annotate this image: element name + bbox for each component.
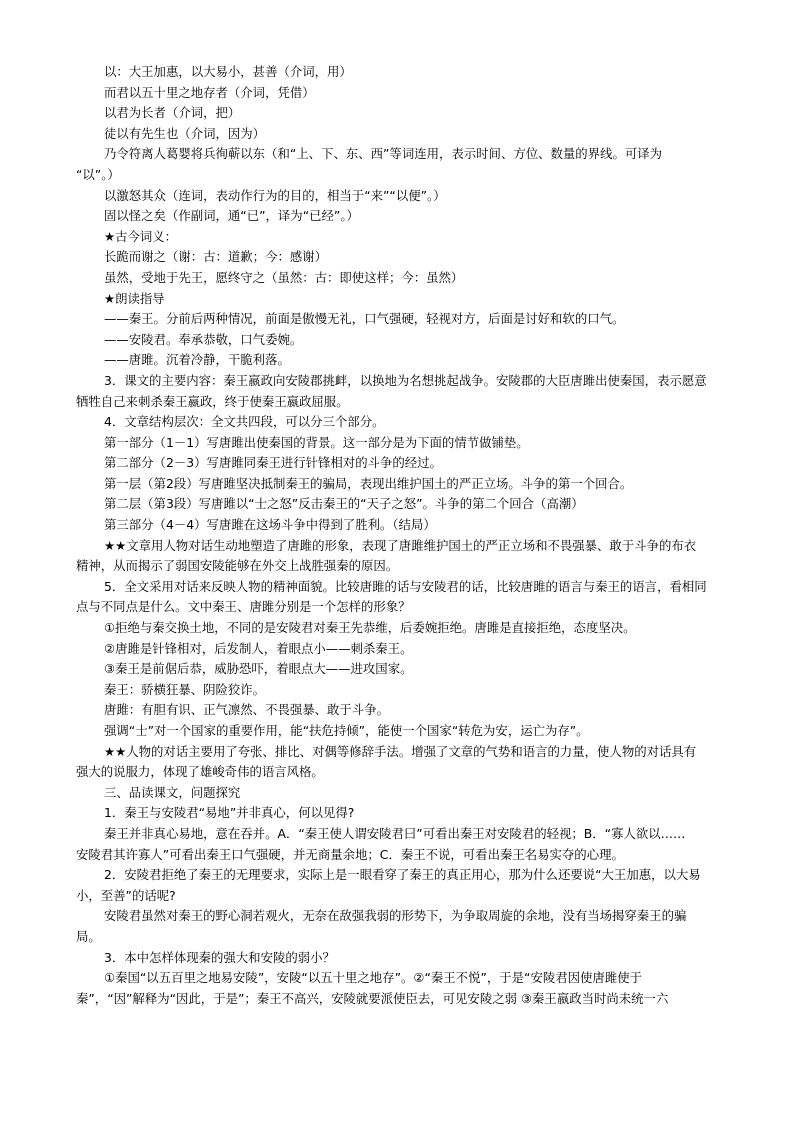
text-line: ★古今词义：	[104, 228, 178, 244]
text-line: 秦”，“因”解释为“因此，于是”；秦王不高兴，安陵就要派使臣去，可见安陵之弱 ③秦王嬴政当时尚未统一六	[76, 990, 669, 1006]
text-line: 以激怒其众（连词，表动作行为的目的，相当于“来”“以便”。）	[104, 187, 446, 203]
text-line: 以：大王加惠，以大易小，甚善（介词，用）	[104, 64, 352, 79]
text-line: 1．秦王与安陵君“易地”并非真心，何以见得?	[104, 805, 355, 821]
text-line: 秦王并非真心易地，意在吞并。A．“秦王使人谓安陵君曰”可看出秦王对安陵君的轻视；B．“寡人欲以……	[104, 825, 686, 841]
text-line: 强调“士”对一个国家的重要作用，能“扶危持倾”，能使一个国家“转危为安，运亡为存”。	[104, 723, 589, 738]
text-line: ①拒绝与秦交换土地，不同的是安陵君对秦王先恭维，后委婉拒绝。唐雎是直接拒绝，态度坚决。	[104, 620, 636, 636]
text-line: 虽然，受地于先王，愿终守之（虽然：古：即使这样；今：虽然）	[104, 269, 464, 285]
text-line: 第一部分（1－1）写唐雎出使秦国的背景。这一部分是为下面的情节做铺垫。	[104, 434, 529, 450]
text-line: 安陵君其许寡人”可看出秦王口气强硬，并无商量余地；C．秦王不说，可看出秦王名易实夺的心理。	[76, 846, 624, 862]
text-line: 长跪而谢之（谢：古：道歉；今：感谢）	[104, 249, 328, 265]
text-line: 唐雎：有胆有识、正气凛然、不畏强暴、敢于斗争。	[104, 702, 389, 718]
text-line: ★★人物的对话主要用了夸张、排比、对偶等修辞手法。增强了文章的气势和语言的力量，使人物的对话具有	[104, 743, 697, 759]
text-line: 5．全文采用对话来反映人物的精神面貌。比较唐雎的话与安陵君的话，比较唐雎的语言与秦王的语言，看相同	[104, 578, 707, 594]
text-line: 第二层（第3段）写唐雎以“士之怒”反击秦王的“天子之怒”。斗争的第二个回合（高潮）	[104, 496, 584, 512]
text-line: ★朗读指导	[104, 290, 165, 306]
text-line: ——秦王。分前后两种情况，前面是傲慢无礼，口气强硬，轻视对方，后面是讨好和软的口气。	[104, 311, 625, 327]
text-line: 局。	[76, 928, 101, 944]
text-line: 强大的说服力，体现了雄峻奇伟的语言风格。	[76, 764, 324, 780]
text-line: 点与不同点是什么。文中秦王、唐雎分别是一个怎样的形象？	[76, 599, 411, 615]
text-line: 第三部分（4－4）写唐雎在这场斗争中得到了胜利。（结局）	[104, 517, 436, 533]
text-line: 以君为长者（介词，把）	[104, 105, 241, 121]
text-line: 4．文章结构层次：全文共四段，可以分三个部分。	[104, 414, 385, 430]
text-line: “以”。）	[76, 166, 120, 182]
text-line: ③秦王是前倨后恭，威胁恐吓，着眼点大——进攻国家。	[104, 661, 413, 677]
text-line: ——安陵君。奉承恭敬，口气委婉。	[104, 331, 303, 347]
text-line: 徒以有先生也（介词，因为）	[104, 125, 266, 141]
text-line: 3．课文的主要内容：秦王嬴政向安陵郡挑衅，以换地为名想挑起战争。安陵郡的大臣唐雎出使秦国，表示愿意	[104, 372, 707, 388]
text-line: 固以怪之矣（作副词，通“已”，译为“已经”。）	[104, 208, 359, 224]
text-line: 第一层（第2段）写唐雎坚决抵制秦王的骗局，表现出维护国土的严正立场。斗争的第一个回合。	[104, 475, 633, 491]
text-line: ①秦国“以五百里之地易安陵”，安陵“以五十里之地存”。②“秦王不悦”，于是“安陵君因使唐雎使于	[104, 970, 642, 986]
text-line: 3．本中怎样体现秦的强大和安陵的弱小？	[104, 949, 335, 965]
text-line: 小，至善”的话呢?	[76, 887, 176, 903]
text-line: ②唐雎是针锋相对，后发制人，着眼点小——刺杀秦王。	[104, 640, 413, 656]
text-line: 而君以五十里之地存者（介词，凭借）	[104, 84, 315, 100]
document-body	[76, 62, 734, 1009]
text-line: 2．安陵君拒绝了秦王的无理要求，实际上是一眼看穿了秦王的真正用心，那为什么还要说“大王加惠，以大易	[104, 867, 701, 883]
text-line: 秦王：骄横狂暴、阴险狡诈。	[104, 681, 266, 697]
text-line: 精神，从而揭示了弱国安陵能够在外交上战胜强秦的原因。	[76, 558, 399, 574]
text-line: 安陵君虽然对秦王的野心洞若观火，无奈在敌强我弱的形势下，为争取周旋的余地，没有当场揭穿秦王的骗	[104, 908, 687, 924]
text-line: 乃令符离人葛婴将兵徇蕲以东（和“上、下、东、西”等词连用，表示时间、方位、数量的界线。可译为	[104, 146, 663, 162]
text-line: ★★文章用人物对话生动地塑造了唐雎的形象，表现了唐雎维护国土的严正立场和不畏强暴、敢于斗争的布衣	[104, 537, 697, 553]
text-line: 三、品读课文，问题探究	[104, 784, 241, 800]
text-line: 牺牲自己来刺杀秦王嬴政，终于使秦王嬴政屈服。	[76, 393, 349, 409]
text-line: 第二部分（2－3）写唐雎同秦王进行针锋相对的斗争的经过。	[104, 455, 442, 471]
text-line: ——唐雎。沉着冷静，干脆利落。	[104, 352, 290, 368]
